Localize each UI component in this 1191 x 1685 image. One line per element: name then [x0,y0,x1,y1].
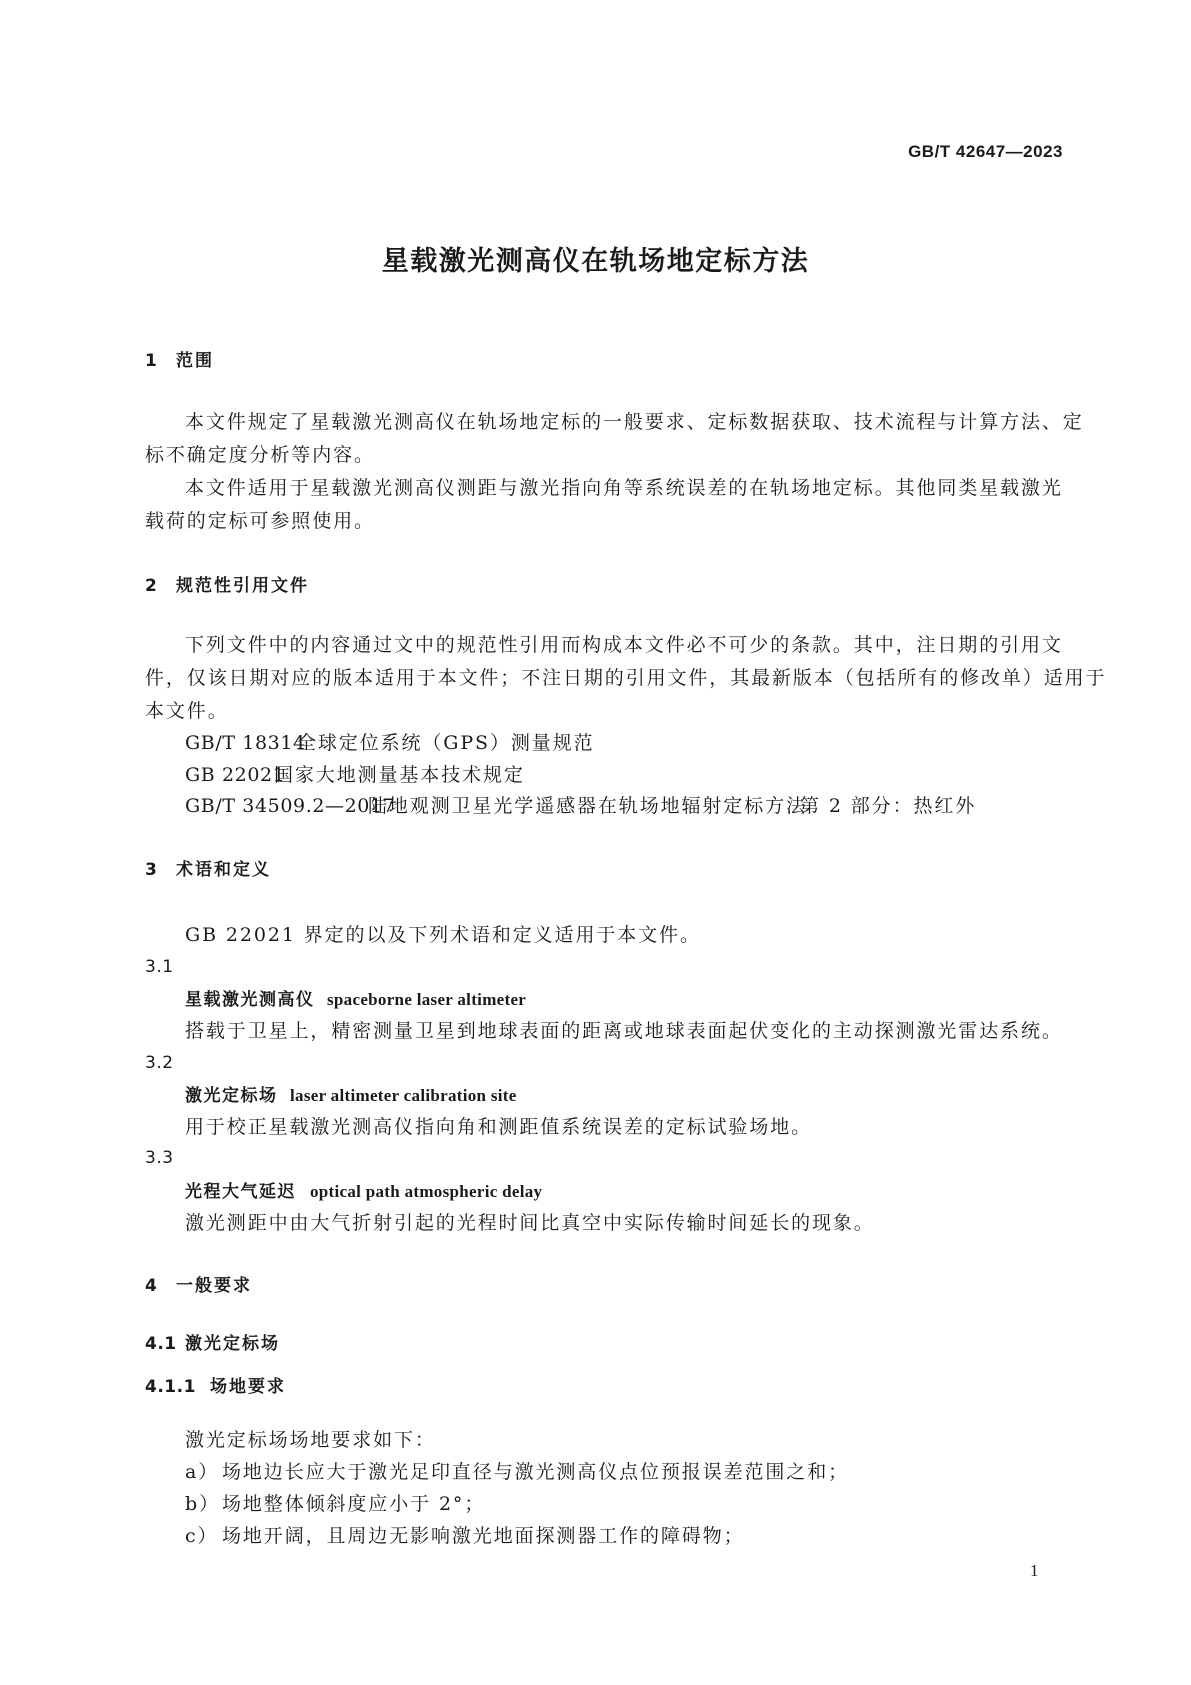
site-requirement-a-label: a） [185,1461,220,1483]
term-3-definition: 激光测距中由大气折射引起的光程时间比真空中实际传输时间延长的现象。 [185,1212,875,1234]
document-title: 星载激光测高仪在轨场地定标方法 [381,246,810,277]
term-1-english: spaceborne laser altimeter [327,990,527,1009]
term-3-english: optical path atmospheric delay [310,1182,543,1201]
site-requirement-b-text: 场地整体倾斜度应小于 2°； [222,1493,486,1515]
scope-p2-line1: 本文件适用于星载激光测高仪测距与激光指向角等系统误差的在轨场地定标。其他同类星载激光 [185,477,1063,499]
term-3-number: 3.3 [145,1148,174,1168]
page-number: 1 [1030,1561,1039,1580]
term-2-number: 3.2 [145,1053,174,1073]
section-4-1-1-title: 场地要求 [210,1377,286,1397]
references-intro-line3: 本文件。 [145,700,229,722]
section-4-number: 4 [145,1276,158,1296]
site-requirement-b-label: b） [185,1493,220,1515]
term-1-definition: 搭载于卫星上，精密测量卫星到地球表面的距离或地球表面起伏变化的主动探测激光雷达系统。 [185,1020,1063,1042]
section-4-1-number: 4.1 [145,1334,177,1354]
terms-intro: GB 22021 界定的以及下列术语和定义适用于本文件。 [185,924,701,946]
references-intro-line1: 下列文件中的内容通过文中的规范性引用而构成本文件必不可少的条款。其中，注日期的引用文 [185,634,1063,656]
site-requirement-a-text: 场地边长应大于激光足印直径与激光测高仪点位预报误差范围之和； [222,1461,850,1483]
section-4-1-1-number: 4.1.1 [145,1377,196,1397]
references-intro-line2: 件，仅该日期对应的版本适用于本文件；不注日期的引用文件，其最新版本（包括所有的修改单）适用于 [145,667,1107,689]
scope-p1-line2: 标不确定度分析等内容。 [145,444,375,466]
reference-3-title: 陆地观测卫星光学遥感器在轨场地辐射定标方法 [368,795,807,817]
section-3-number: 3 [145,860,158,880]
term-2-english: laser altimeter calibration site [290,1086,517,1105]
site-requirement-c-label: c） [185,1525,219,1547]
reference-1-code: GB/T 18314 [185,732,306,754]
section-2-title: 规范性引用文件 [176,576,309,596]
site-requirement-c-text: 场地开阔，且周边无影响激光地面探测器工作的障碍物； [222,1525,745,1547]
document-code: GB/T 42647—2023 [908,142,1063,161]
reference-2-code: GB 22021 [185,764,286,786]
reference-3-code: GB/T 34509.2—2017 [185,795,396,817]
term-2-chinese: 激光定标场 [185,1086,278,1106]
reference-2-title: 国家大地测量基本技术规定 [274,764,525,786]
site-requirements-intro: 激光定标场场地要求如下： [185,1429,436,1451]
term-1-chinese: 星载激光测高仪 [185,990,315,1010]
term-2-definition: 用于校正星载激光测高仪指向角和测距值系统误差的定标试验场地。 [185,1116,813,1138]
reference-3-part: 第 2 部分：热红外 [800,795,977,817]
term-3-chinese: 光程大气延迟 [185,1182,296,1202]
term-1-number: 3.1 [145,957,174,977]
section-4-title: 一般要求 [176,1276,252,1296]
section-2-number: 2 [145,576,158,596]
section-3-title: 术语和定义 [176,860,271,880]
section-4-1-title: 激光定标场 [185,1334,280,1354]
section-1-number: 1 [145,351,158,371]
section-1-title: 范围 [176,351,214,371]
scope-p2-line2: 载荷的定标可参照使用。 [145,510,375,532]
scope-p1-line1: 本文件规定了星载激光测高仪在轨场地定标的一般要求、定标数据获取、技术流程与计算方法、定 [185,411,1084,433]
reference-1-title: 全球定位系统（GPS）测量规范 [297,732,595,754]
